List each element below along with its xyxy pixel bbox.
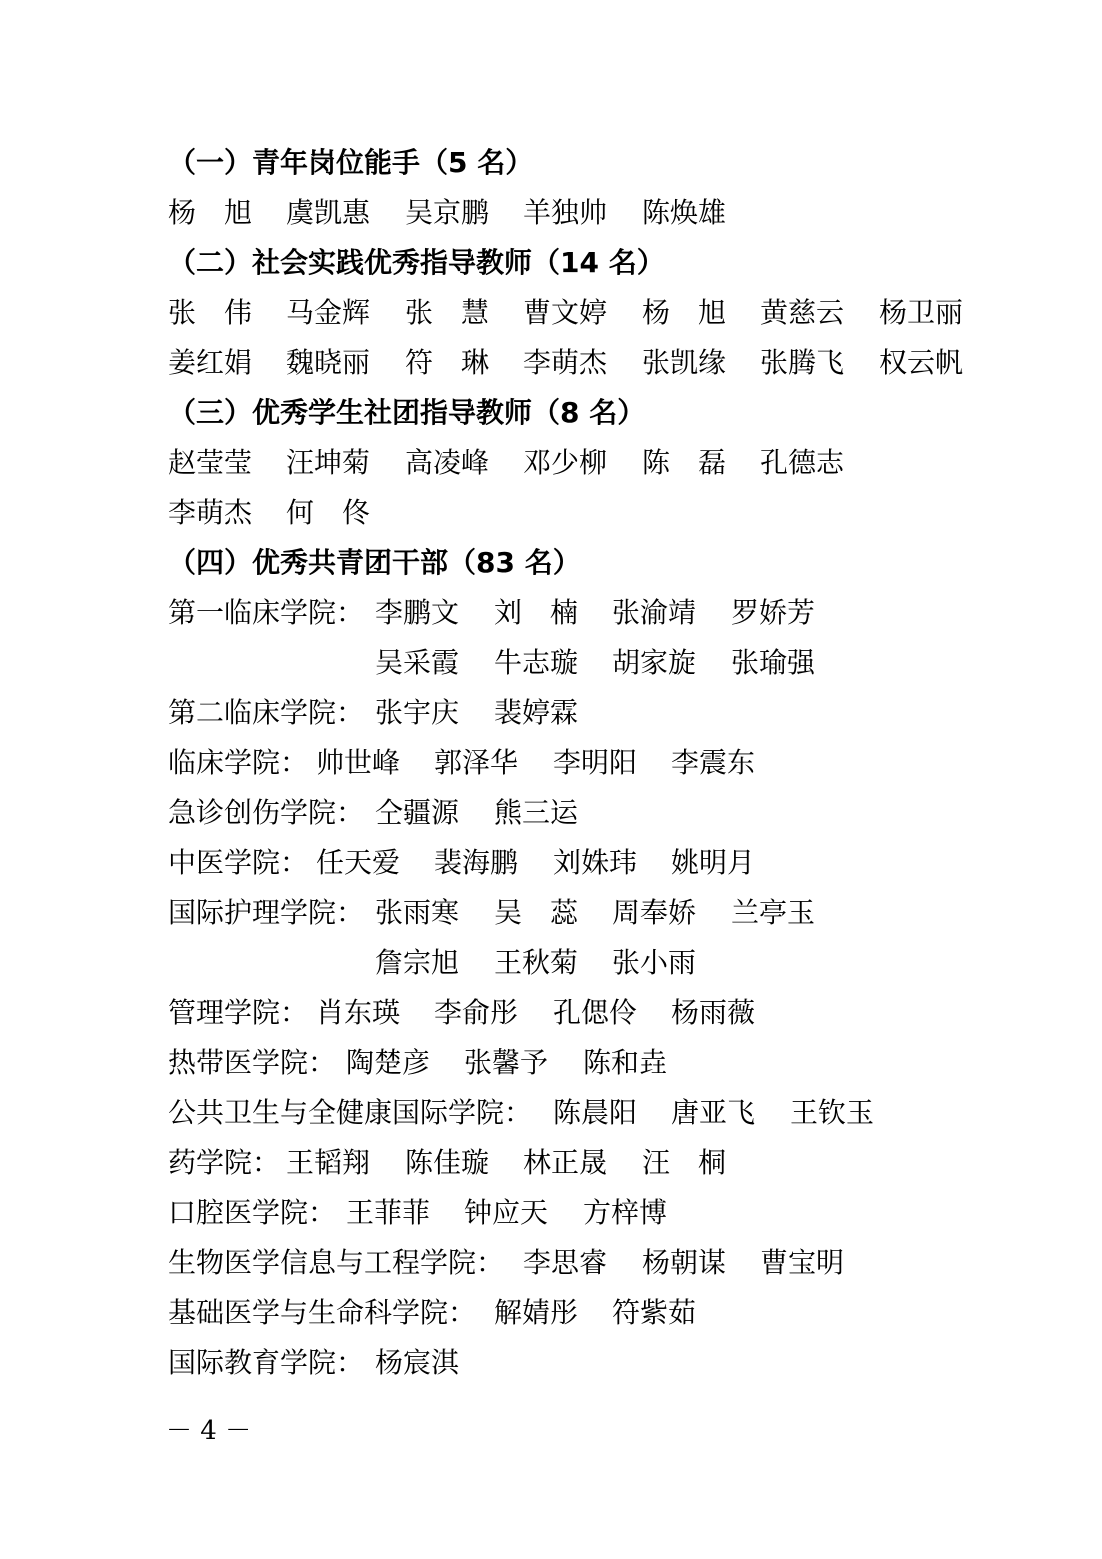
name: 李萌杰 bbox=[168, 496, 253, 529]
name: 吴京鹏 bbox=[405, 196, 490, 229]
college-label: 临床学院： bbox=[168, 746, 309, 779]
college-label: 急诊创伤学院： bbox=[168, 796, 365, 829]
college-label: 热带医学院： bbox=[168, 1046, 337, 1079]
section-heading-league-cadres: （四）优秀共青团干部（83 名） bbox=[168, 546, 581, 579]
name: 孔偲伶 bbox=[553, 996, 638, 1029]
college-label: 药学院： bbox=[168, 1146, 281, 1179]
college-label: 基础医学与生命科学院： bbox=[168, 1296, 477, 1329]
name: 张宇庆 bbox=[375, 696, 460, 729]
name: 李思睿 bbox=[523, 1246, 608, 1279]
name: 曹宝明 bbox=[760, 1246, 845, 1279]
name: 王菲菲 bbox=[346, 1196, 431, 1229]
name: 唐亚飞 bbox=[671, 1096, 756, 1129]
name: 胡家旋 bbox=[612, 646, 697, 679]
name: 姜红娟 bbox=[168, 346, 253, 379]
name: 刘 楠 bbox=[494, 596, 579, 629]
college-label: 第二临床学院： bbox=[168, 696, 365, 729]
name: 孔德志 bbox=[760, 446, 845, 479]
name: 帅世峰 bbox=[316, 746, 401, 779]
college-label: 中医学院： bbox=[168, 846, 309, 879]
name: 陈焕雄 bbox=[642, 196, 727, 229]
name: 李萌杰 bbox=[523, 346, 608, 379]
name: 肖东瑛 bbox=[316, 996, 401, 1029]
section-heading-youth-job-experts: （一）青年岗位能手（5 名） bbox=[168, 146, 534, 179]
name: 仝疆源 bbox=[375, 796, 460, 829]
name: 张小雨 bbox=[612, 946, 697, 979]
name: 陈晨阳 bbox=[553, 1096, 638, 1129]
name: 王韬翔 bbox=[286, 1146, 371, 1179]
name: 杨 旭 bbox=[168, 196, 253, 229]
name: 汪坤菊 bbox=[286, 446, 371, 479]
name: 吴 蕊 bbox=[494, 896, 579, 929]
name: 马金辉 bbox=[286, 296, 371, 329]
name: 李鹏文 bbox=[375, 596, 460, 629]
name: 陶楚彦 bbox=[346, 1046, 431, 1079]
name: 钟应天 bbox=[464, 1196, 549, 1229]
name: 虞凯惠 bbox=[286, 196, 371, 229]
section-heading-social-practice-teachers: （二）社会实践优秀指导教师（14 名） bbox=[168, 246, 665, 279]
name: 符紫茹 bbox=[612, 1296, 697, 1329]
name: 解婧彤 bbox=[494, 1296, 579, 1329]
page-number: － 4 － bbox=[166, 1416, 252, 1446]
name: 姚明月 bbox=[671, 846, 756, 879]
name: 裴婷霖 bbox=[494, 696, 579, 729]
college-label: 国际教育学院： bbox=[168, 1346, 365, 1379]
name: 方梓博 bbox=[583, 1196, 668, 1229]
name: 张 慧 bbox=[405, 296, 490, 329]
section-heading-club-teachers: （三）优秀学生社团指导教师（8 名） bbox=[168, 396, 646, 429]
name: 杨雨薇 bbox=[671, 996, 756, 1029]
name: 赵莹莹 bbox=[168, 446, 253, 479]
name: 黄慈云 bbox=[760, 296, 845, 329]
name: 牛志璇 bbox=[494, 646, 579, 679]
name: 张 伟 bbox=[168, 296, 253, 329]
name: 张瑜强 bbox=[731, 646, 816, 679]
name: 张凯缘 bbox=[642, 346, 727, 379]
name: 何 佟 bbox=[286, 496, 371, 529]
college-label: 第一临床学院： bbox=[168, 596, 365, 629]
name: 张腾飞 bbox=[760, 346, 845, 379]
name: 林正晟 bbox=[523, 1146, 608, 1179]
name: 李明阳 bbox=[553, 746, 638, 779]
name: 张雨寒 bbox=[375, 896, 460, 929]
college-label: 管理学院： bbox=[168, 996, 309, 1029]
name: 魏晓丽 bbox=[286, 346, 371, 379]
name: 兰亭玉 bbox=[731, 896, 816, 929]
college-label: 国际护理学院： bbox=[168, 896, 365, 929]
name: 曹文婷 bbox=[523, 296, 608, 329]
name: 杨 旭 bbox=[642, 296, 727, 329]
name: 任天爱 bbox=[316, 846, 401, 879]
name: 李俞彤 bbox=[434, 996, 519, 1029]
name: 郭泽华 bbox=[434, 746, 519, 779]
name: 熊三运 bbox=[494, 796, 579, 829]
name: 杨卫丽 bbox=[879, 296, 964, 329]
name: 权云帆 bbox=[879, 346, 964, 379]
name: 周奉娇 bbox=[612, 896, 697, 929]
name: 吴采霞 bbox=[375, 646, 460, 679]
name: 邓少柳 bbox=[523, 446, 608, 479]
name: 陈佳璇 bbox=[405, 1146, 490, 1179]
name: 符 琳 bbox=[405, 346, 490, 379]
name: 高凌峰 bbox=[405, 446, 490, 479]
name: 裴海鹏 bbox=[434, 846, 519, 879]
name: 罗娇芳 bbox=[731, 596, 816, 629]
name: 杨宸淇 bbox=[375, 1346, 460, 1379]
name: 杨朝谋 bbox=[642, 1246, 727, 1279]
name: 王钦玉 bbox=[790, 1096, 875, 1129]
college-label: 公共卫生与全健康国际学院： bbox=[168, 1096, 533, 1129]
name: 陈和垚 bbox=[583, 1046, 668, 1079]
college-label: 口腔医学院： bbox=[168, 1196, 337, 1229]
name: 张馨予 bbox=[464, 1046, 549, 1079]
name: 詹宗旭 bbox=[375, 946, 460, 979]
name: 王秋菊 bbox=[494, 946, 579, 979]
name: 李震东 bbox=[671, 746, 756, 779]
name: 张渝靖 bbox=[612, 596, 697, 629]
name: 汪 桐 bbox=[642, 1146, 727, 1179]
college-label: 生物医学信息与工程学院： bbox=[168, 1246, 505, 1279]
name: 刘姝玮 bbox=[553, 846, 638, 879]
name: 羊独帅 bbox=[523, 196, 608, 229]
name: 陈 磊 bbox=[642, 446, 727, 479]
